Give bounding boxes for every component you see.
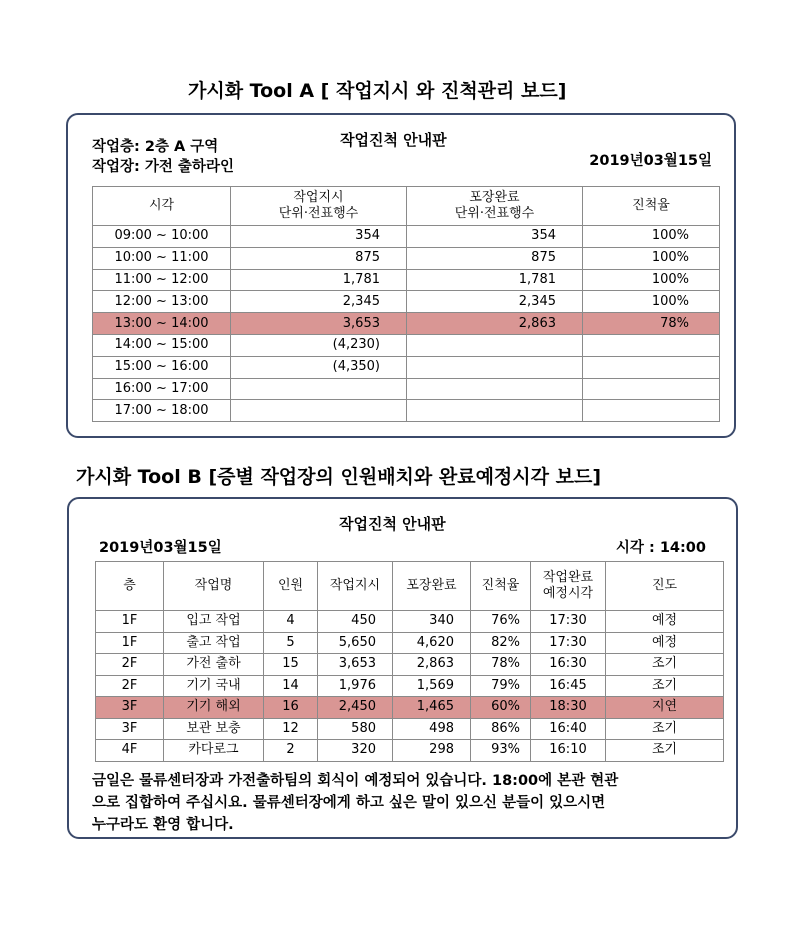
table-row: [93, 378, 720, 400]
job-cell: 입고 작업: [164, 611, 264, 633]
order-cell: 1,781: [231, 269, 407, 291]
packed-cell: 298: [393, 740, 471, 762]
packed-cell: [407, 356, 583, 378]
table-row: [93, 400, 720, 422]
table-row: [93, 356, 720, 378]
time-cell: 15:00 ~ 16:00: [93, 356, 231, 378]
people-cell: 2: [264, 740, 318, 762]
rate-cell: [583, 400, 720, 422]
notice-text: [92, 770, 722, 836]
table-row-highlighted: [93, 313, 720, 335]
table-row: [96, 675, 724, 697]
table-row: [93, 291, 720, 313]
packed-cell: 2,345: [407, 291, 583, 313]
rate-cell: [583, 378, 720, 400]
job-cell: 기기 국내: [164, 675, 264, 697]
time-cell: 12:00 ~ 13:00: [93, 291, 231, 313]
table-row: [96, 632, 724, 654]
eta-cell: 16:10: [531, 740, 606, 762]
packed-cell: 2,863: [407, 313, 583, 335]
time-cell: 13:00 ~ 14:00: [93, 313, 231, 335]
time-cell: 16:00 ~ 17:00: [93, 378, 231, 400]
table-row: [96, 718, 724, 740]
people-cell: 16: [264, 697, 318, 719]
order-cell: (4,230): [231, 334, 407, 356]
floor-cell: 1F: [96, 611, 164, 633]
packed-cell: 875: [407, 247, 583, 269]
eta-cell: 16:40: [531, 718, 606, 740]
floor-cell: 1F: [96, 632, 164, 654]
floor-cell: 4F: [96, 740, 164, 762]
packed-cell: [407, 378, 583, 400]
order-cell: (4,350): [231, 356, 407, 378]
col-header-packed: 포장완료 단위·전표행수: [407, 187, 583, 226]
rate-cell: 79%: [471, 675, 531, 697]
order-cell: 580: [318, 718, 393, 740]
eta-cell: 16:30: [531, 654, 606, 676]
people-cell: 4: [264, 611, 318, 633]
rate-cell: [583, 334, 720, 356]
floor-cell: 3F: [96, 718, 164, 740]
rate-cell: [583, 356, 720, 378]
people-cell: 15: [264, 654, 318, 676]
rate-cell: 78%: [471, 654, 531, 676]
job-cell: 카다로그: [164, 740, 264, 762]
table-row: [93, 269, 720, 291]
progress-board-a: [66, 113, 736, 438]
col-header-rate: 진척율: [583, 187, 720, 226]
progress-cell: 예정: [606, 632, 724, 654]
board-a-heading: 작업진척 안내판: [340, 131, 447, 149]
time-cell: 11:00 ~ 12:00: [93, 269, 231, 291]
job-cell: 보관 보충: [164, 718, 264, 740]
eta-cell: 16:45: [531, 675, 606, 697]
table-row: [93, 334, 720, 356]
board-b-time: 시각 : 14:00: [615, 540, 706, 556]
people-cell: 14: [264, 675, 318, 697]
col-header-job: 작업명: [164, 562, 264, 611]
time-cell: 14:00 ~ 15:00: [93, 334, 231, 356]
order-cell: 5,650: [318, 632, 393, 654]
order-cell: 2,345: [231, 291, 407, 313]
rate-cell: 100%: [583, 226, 720, 248]
board-b-heading: 작업진척 안내판: [339, 515, 446, 533]
col-header-order: 작업지시 단위·전표행수: [231, 187, 407, 226]
packed-cell: [407, 400, 583, 422]
packed-cell: 498: [393, 718, 471, 740]
table-row: [93, 226, 720, 248]
order-cell: 354: [231, 226, 407, 248]
order-cell: 450: [318, 611, 393, 633]
board-b-date: 2019년03월15일: [99, 540, 222, 556]
notice-line: 금일은 물류센터장과 가전출하팀의 회식이 예정되어 있습니다. 18:00에 본관 현관: [92, 773, 619, 789]
rate-cell: 100%: [583, 291, 720, 313]
notice-line: 으로 집합하여 주십시요. 물류센터장에게 하고 싶은 말이 있으신 분들이 있으시면: [92, 795, 606, 811]
order-cell: [231, 378, 407, 400]
job-cell: 기기 해외: [164, 697, 264, 719]
time-cell: 17:00 ~ 18:00: [93, 400, 231, 422]
rate-cell: 60%: [471, 697, 531, 719]
packed-cell: 1,781: [407, 269, 583, 291]
table-row: [96, 740, 724, 762]
progress-table-a: [92, 186, 720, 422]
notice-line: 누구라도 환영 합니다.: [92, 817, 234, 833]
rate-cell: 86%: [471, 718, 531, 740]
progress-cell: 조기: [606, 675, 724, 697]
table-header-row: [96, 562, 724, 611]
table-row: [93, 247, 720, 269]
order-cell: 320: [318, 740, 393, 762]
order-cell: 1,976: [318, 675, 393, 697]
table-row-highlighted: [96, 697, 724, 719]
progress-cell: 조기: [606, 654, 724, 676]
rate-cell: 76%: [471, 611, 531, 633]
progress-cell: 조기: [606, 740, 724, 762]
floor-cell: 3F: [96, 697, 164, 719]
table-row: [96, 654, 724, 676]
col-header-progress: 진도: [606, 562, 724, 611]
table-header-row: [93, 187, 720, 226]
job-cell: 가전 출하: [164, 654, 264, 676]
col-header-eta: 작업완료 예정시각: [531, 562, 606, 611]
eta-cell: 18:30: [531, 697, 606, 719]
time-cell: 09:00 ~ 10:00: [93, 226, 231, 248]
order-cell: 2,450: [318, 697, 393, 719]
floor-cell: 2F: [96, 675, 164, 697]
col-header-rate: 진척율: [471, 562, 531, 611]
packed-cell: 1,465: [393, 697, 471, 719]
col-header-packed: 포장완료: [393, 562, 471, 611]
progress-cell: 예정: [606, 611, 724, 633]
work-floor-label: 작업층: 2층 A 구역: [92, 139, 219, 155]
col-header-floor: 층: [96, 562, 164, 611]
tool-b-title: 가시화 Tool B [증별 작업장의 인원배치와 완료예정시각 보드]: [76, 466, 601, 488]
packed-cell: 2,863: [393, 654, 471, 676]
order-cell: [231, 400, 407, 422]
tool-a-title: 가시화 Tool A [ 작업지시 와 진척관리 보드]: [188, 80, 567, 102]
rate-cell: 78%: [583, 313, 720, 335]
progress-board-b: [67, 497, 738, 839]
eta-cell: 17:30: [531, 632, 606, 654]
work-site-label: 작업장: 가전 출하라인: [92, 159, 234, 175]
col-header-time: 시각: [93, 187, 231, 226]
people-cell: 12: [264, 718, 318, 740]
packed-cell: 1,569: [393, 675, 471, 697]
people-cell: 5: [264, 632, 318, 654]
order-cell: 3,653: [231, 313, 407, 335]
order-cell: 875: [231, 247, 407, 269]
floor-cell: 2F: [96, 654, 164, 676]
rate-cell: 100%: [583, 269, 720, 291]
board-a-date: 2019년03월15일: [589, 153, 712, 169]
packed-cell: 340: [393, 611, 471, 633]
rate-cell: 82%: [471, 632, 531, 654]
col-header-order: 작업지시: [318, 562, 393, 611]
job-cell: 출고 작업: [164, 632, 264, 654]
rate-cell: 100%: [583, 247, 720, 269]
progress-cell: 지연: [606, 697, 724, 719]
staffing-table: [95, 561, 724, 762]
packed-cell: 4,620: [393, 632, 471, 654]
table-row: [96, 611, 724, 633]
eta-cell: 17:30: [531, 611, 606, 633]
time-cell: 10:00 ~ 11:00: [93, 247, 231, 269]
packed-cell: 354: [407, 226, 583, 248]
packed-cell: [407, 334, 583, 356]
order-cell: 3,653: [318, 654, 393, 676]
rate-cell: 93%: [471, 740, 531, 762]
col-header-people: 인원: [264, 562, 318, 611]
progress-cell: 조기: [606, 718, 724, 740]
